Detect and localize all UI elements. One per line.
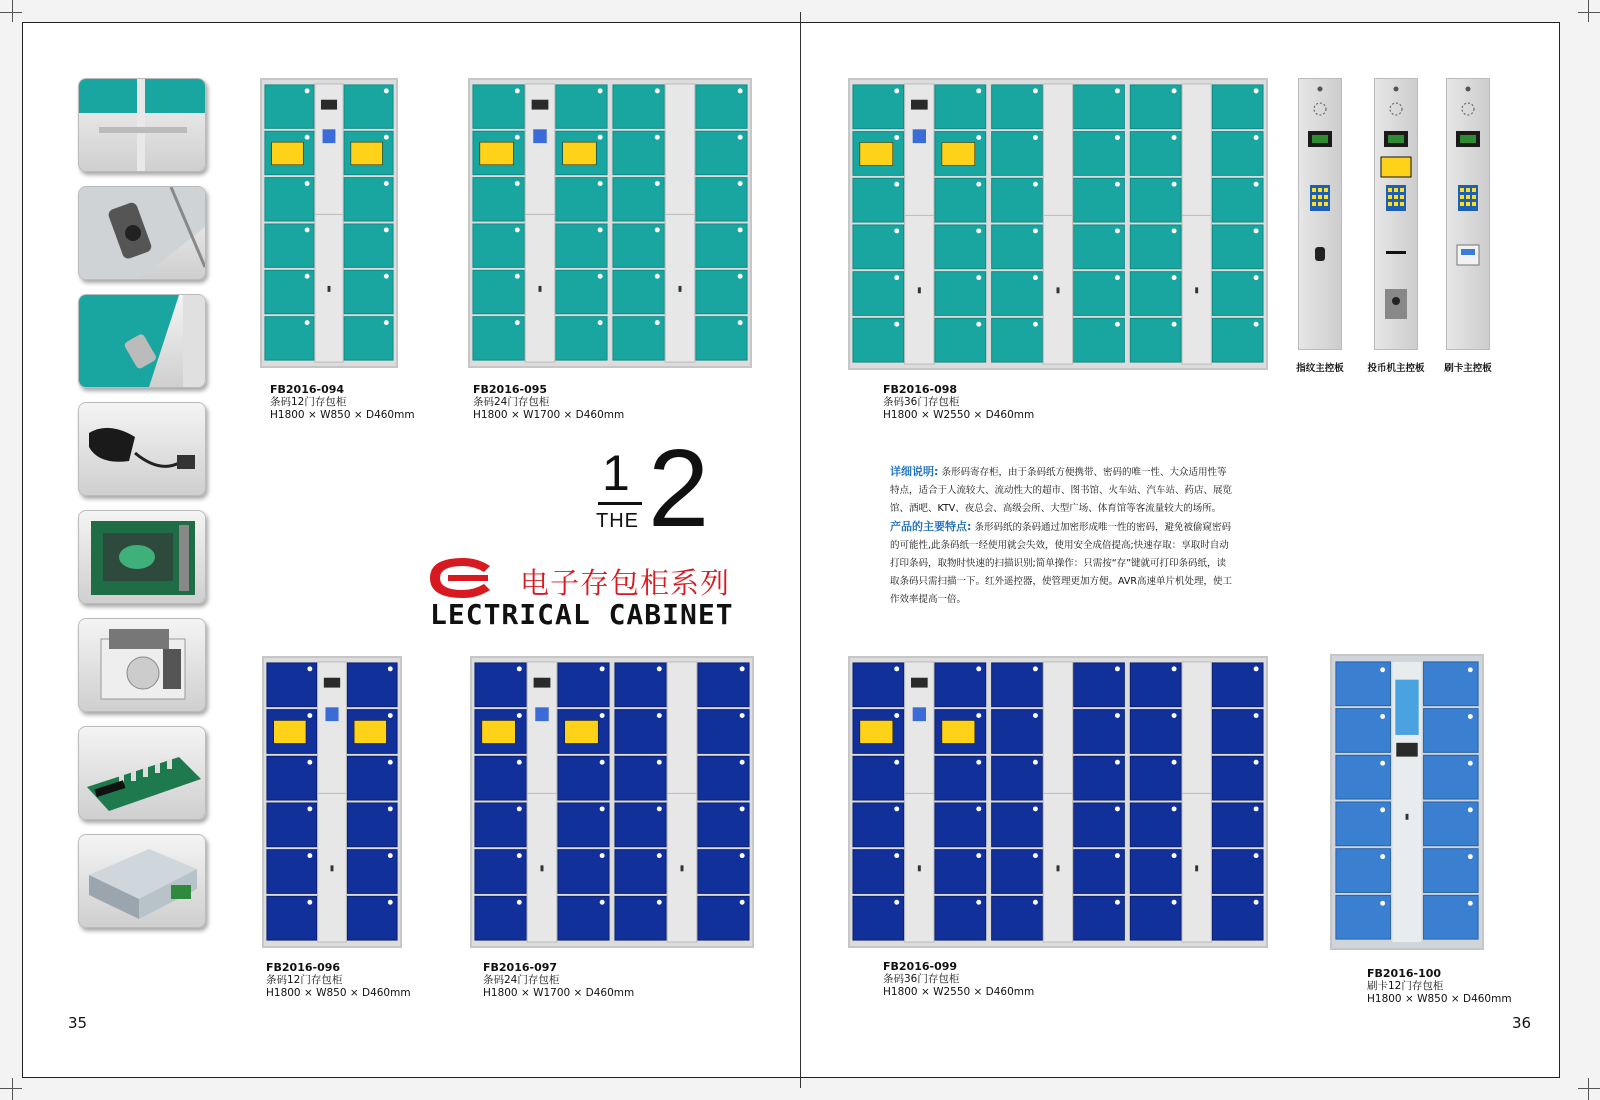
door-number-badge	[384, 227, 389, 232]
locker-fb2016-099	[848, 656, 1268, 948]
page-gutter	[800, 12, 801, 1088]
door-number-badge	[517, 900, 522, 905]
door-number-badge	[1033, 713, 1038, 718]
instruction-sticker	[272, 142, 303, 165]
door-number-badge	[1033, 806, 1038, 811]
locker-middle-strip	[905, 84, 934, 364]
caption-fb2016-094	[270, 383, 415, 422]
door-number-badge	[515, 88, 520, 93]
door-number-badge	[894, 900, 899, 905]
door-number-badge	[738, 274, 743, 279]
instruction-sticker	[351, 142, 382, 165]
door-number-badge	[1033, 228, 1038, 233]
door-number-badge	[976, 853, 981, 858]
locker-middle-strip	[667, 662, 697, 942]
locker-middle-strip	[1043, 662, 1072, 942]
door-number-badge	[515, 274, 520, 279]
series-title-cn: 电子存包柜系列	[520, 566, 731, 600]
keypad	[533, 129, 546, 143]
locker-middle-strip	[1182, 84, 1211, 364]
door-number-badge	[1380, 854, 1385, 859]
door-number-badge	[894, 713, 899, 718]
door-number-badge	[388, 900, 393, 905]
door-number-badge	[384, 135, 389, 140]
door-number-badge	[657, 713, 662, 718]
keypad	[913, 129, 926, 143]
door-number-badge	[894, 806, 899, 811]
lcd-screen	[532, 100, 549, 110]
door-number-badge	[598, 227, 603, 232]
door-number-badge	[976, 135, 981, 140]
door-number-badge	[1468, 901, 1473, 906]
door-number-badge	[1172, 182, 1177, 187]
door-number-badge	[388, 713, 393, 718]
door-number-badge	[738, 135, 743, 140]
door-number-badge	[1172, 713, 1177, 718]
keypad	[323, 129, 336, 143]
crop-mark	[1588, 1078, 1589, 1100]
barcode-scanner-icon	[78, 402, 206, 496]
door-number-badge	[1033, 760, 1038, 765]
product-name: 条码36门存包柜	[883, 973, 960, 985]
door-number-badge	[976, 275, 981, 280]
door-number-badge	[1115, 182, 1120, 187]
keypad	[325, 707, 338, 721]
instruction-sticker	[565, 720, 598, 743]
product-size: H1800 × W1700 × D460mm	[473, 409, 625, 421]
instruction-sticker	[274, 720, 306, 743]
locker-fb2016-098	[848, 78, 1268, 370]
door-number-badge	[517, 666, 522, 671]
door-number-badge	[384, 274, 389, 279]
hinge-detail-icon	[78, 78, 206, 172]
page-number-left: 35	[68, 1014, 88, 1032]
instruction-sticker	[563, 142, 596, 165]
crop-mark	[12, 0, 13, 22]
door-number-badge	[1115, 666, 1120, 671]
door-number-badge	[1254, 666, 1259, 671]
door-number-badge	[976, 228, 981, 233]
door-number-badge	[740, 806, 745, 811]
door-number-badge	[1254, 322, 1259, 327]
door-number-badge	[515, 181, 520, 186]
door-number-badge	[1172, 853, 1177, 858]
lcd-screen	[911, 100, 928, 110]
instruction-sticker	[860, 142, 893, 165]
door-number-badge	[1254, 88, 1259, 93]
description-heading-2: 产品的主要特点:	[890, 520, 972, 533]
door-number-badge	[388, 853, 393, 858]
door-number-badge	[515, 320, 520, 325]
door-number-badge	[1115, 900, 1120, 905]
door-number-badge	[738, 227, 743, 232]
instruction-sticker	[942, 720, 975, 743]
instruction-sticker	[860, 720, 893, 743]
door-number-badge	[598, 181, 603, 186]
door-number-badge	[740, 853, 745, 858]
door-number-badge	[655, 320, 660, 325]
product-size: H1800 × W850 × D460mm	[266, 987, 411, 999]
product-code: FB2016-100	[1367, 967, 1442, 980]
locker-fb2016-094	[260, 78, 398, 368]
locker-fb2016-097	[470, 656, 754, 948]
door-number-badge	[1033, 182, 1038, 187]
door-number-badge	[1380, 761, 1385, 766]
door-number-badge	[894, 88, 899, 93]
door-number-badge	[1468, 854, 1473, 859]
door-number-badge	[1033, 853, 1038, 858]
key-lock	[918, 287, 921, 293]
card-panel	[1395, 680, 1418, 735]
door-number-badge	[388, 666, 393, 671]
key-lock	[1195, 865, 1198, 871]
key-lock	[918, 865, 921, 871]
door-number-badge	[1254, 135, 1259, 140]
door-number-badge	[1172, 135, 1177, 140]
door-number-badge	[1254, 853, 1259, 858]
door-number-badge	[976, 88, 981, 93]
circuit-board-icon	[78, 726, 206, 820]
door-number-badge	[894, 666, 899, 671]
door-number-badge	[976, 666, 981, 671]
series-number-large: 2	[648, 427, 710, 550]
door-number-badge	[305, 274, 310, 279]
door-number-badge	[1115, 853, 1120, 858]
product-size: H1800 × W850 × D460mm	[1367, 993, 1512, 1005]
door-number-badge	[655, 227, 660, 232]
door-number-badge	[1468, 761, 1473, 766]
door-number-badge	[598, 274, 603, 279]
door-number-badge	[655, 88, 660, 93]
lcd-screen	[534, 678, 551, 688]
door-number-badge	[307, 666, 312, 671]
series-the: THE	[596, 510, 639, 532]
product-code: FB2016-097	[483, 961, 558, 974]
door-number-badge	[1380, 901, 1385, 906]
series-numerator: 1	[602, 445, 630, 501]
crop-mark	[1588, 0, 1589, 22]
door-number-badge	[517, 713, 522, 718]
door-number-badge	[307, 853, 312, 858]
caption-fb2016-095	[473, 383, 624, 422]
locker-fb2016-096	[262, 656, 402, 948]
product-size: H1800 × W1700 × D460mm	[483, 987, 635, 999]
door-number-badge	[1254, 228, 1259, 233]
door-number-badge	[1254, 182, 1259, 187]
lcd-screen	[1396, 743, 1417, 757]
door-number-badge	[1115, 275, 1120, 280]
caption-fb2016-100	[1367, 967, 1512, 1006]
caption-fb2016-098	[883, 383, 1034, 422]
caption-fb2016-099	[883, 960, 1034, 999]
door-number-badge	[1033, 135, 1038, 140]
locker-middle-strip	[525, 84, 555, 362]
door-number-badge	[1254, 760, 1259, 765]
door-number-badge	[307, 760, 312, 765]
instruction-sticker	[480, 142, 513, 165]
series-fraction-bar	[598, 502, 642, 505]
keypad	[913, 707, 926, 721]
product-name: 条码24门存包柜	[483, 974, 560, 986]
description-heading-1: 详细说明:	[890, 465, 939, 478]
door-number-badge	[1380, 667, 1385, 672]
product-name: 条码12门存包柜	[266, 974, 343, 986]
door-number-badge	[1172, 228, 1177, 233]
door-number-badge	[657, 853, 662, 858]
crop-mark	[0, 1088, 22, 1089]
key-lock	[539, 286, 542, 292]
door-number-badge	[600, 760, 605, 765]
crop-mark	[1578, 1088, 1600, 1089]
door-number-badge	[305, 135, 310, 140]
door-number-badge	[1254, 275, 1259, 280]
door-number-badge	[307, 900, 312, 905]
door-number-badge	[1468, 807, 1473, 812]
key-lock	[681, 865, 684, 871]
door-number-badge	[1254, 713, 1259, 718]
key-lock	[1057, 287, 1060, 293]
series-title-en: LECTRICAL CABINET	[430, 598, 734, 631]
door-number-badge	[517, 853, 522, 858]
door-number-badge	[1115, 322, 1120, 327]
product-code: FB2016-094	[270, 383, 345, 396]
door-number-badge	[600, 806, 605, 811]
door-number-badge	[1172, 666, 1177, 671]
crop-mark	[12, 1078, 13, 1100]
door-number-badge	[384, 181, 389, 186]
product-code: FB2016-095	[473, 383, 548, 396]
door-number-badge	[600, 853, 605, 858]
door-number-badge	[1172, 900, 1177, 905]
door-number-badge	[976, 900, 981, 905]
door-number-badge	[1115, 135, 1120, 140]
door-number-badge	[598, 320, 603, 325]
door-number-badge	[1033, 322, 1038, 327]
product-size: H1800 × W850 × D460mm	[270, 409, 415, 421]
door-number-badge	[894, 853, 899, 858]
product-code: FB2016-098	[883, 383, 958, 396]
product-name: 刷卡12门存包柜	[1367, 980, 1444, 992]
door-number-badge	[1115, 88, 1120, 93]
locker-middle-strip	[905, 662, 934, 942]
door-number-badge	[655, 181, 660, 186]
product-code: FB2016-096	[266, 961, 341, 974]
door-number-badge	[1254, 806, 1259, 811]
door-number-badge	[517, 760, 522, 765]
door-number-badge	[600, 713, 605, 718]
door-number-badge	[1172, 806, 1177, 811]
door-number-badge	[305, 181, 310, 186]
panel-label-coin: 投币机主控板	[1367, 363, 1425, 374]
door-number-badge	[740, 666, 745, 671]
door-number-badge	[388, 806, 393, 811]
lcd-screen	[911, 678, 928, 688]
description-text-1: 条形码寄存柜，由于条码纸方便携带、密码的唯一性、大众适用性等特点，适合于人流较大、流动性大的超市、图书馆、火车站、汽车站、药店、展览馆、酒吧、KTV、夜总会、高级会所、大型广场、体育馆等客流量较大的场所。	[890, 467, 1233, 514]
panel-label-card: 刷卡主控板	[1444, 363, 1492, 374]
product-code: FB2016-099	[883, 960, 958, 973]
instruction-sticker	[482, 720, 515, 743]
key-lock	[541, 865, 544, 871]
locker-middle-strip	[1043, 84, 1072, 364]
door-number-badge	[1115, 228, 1120, 233]
locker-middle-strip	[315, 84, 343, 362]
door-number-badge	[388, 760, 393, 765]
door-number-badge	[1254, 900, 1259, 905]
door-number-badge	[515, 135, 520, 140]
product-name: 条码36门存包柜	[883, 396, 960, 408]
door-number-badge	[384, 88, 389, 93]
door-number-badge	[1468, 714, 1473, 719]
door-number-badge	[657, 666, 662, 671]
panel-label-fingerprint: 指纹主控板	[1296, 363, 1344, 374]
series-number	[596, 427, 746, 550]
door-number-badge	[740, 900, 745, 905]
door-number-badge	[894, 275, 899, 280]
lcd-screen	[321, 100, 337, 110]
door-number-badge	[307, 806, 312, 811]
door-number-badge	[1033, 88, 1038, 93]
locker-middle-strip	[527, 662, 557, 942]
page-number-right: 36	[1512, 1014, 1532, 1032]
crop-mark	[1578, 12, 1600, 13]
keypad	[535, 707, 548, 721]
door-number-badge	[976, 806, 981, 811]
door-number-badge	[1172, 760, 1177, 765]
crop-mark	[0, 12, 22, 13]
locker-fb2016-100	[1330, 654, 1484, 950]
lcd-board-icon	[78, 510, 206, 604]
door-number-badge	[1380, 714, 1385, 719]
door-number-badge	[657, 760, 662, 765]
instruction-sticker	[354, 720, 386, 743]
door-number-badge	[1033, 275, 1038, 280]
locker-middle-strip	[665, 84, 695, 362]
key-lock	[328, 286, 331, 292]
power-supply-icon	[78, 834, 206, 928]
key-lock	[1195, 287, 1198, 293]
caption-fb2016-096	[266, 961, 411, 1000]
card-control-panel	[1446, 78, 1490, 350]
door-number-badge	[384, 320, 389, 325]
key-lock	[679, 286, 682, 292]
product-size: H1800 × W2550 × D460mm	[883, 986, 1035, 998]
door-number-badge	[655, 274, 660, 279]
door-number-badge	[598, 88, 603, 93]
door-number-badge	[894, 182, 899, 187]
door-number-badge	[600, 900, 605, 905]
door-number-badge	[655, 135, 660, 140]
door-number-badge	[1115, 760, 1120, 765]
door-number-badge	[517, 806, 522, 811]
door-number-badge	[738, 181, 743, 186]
door-number-badge	[515, 227, 520, 232]
printer-module-icon	[78, 618, 206, 712]
key-lock	[1057, 865, 1060, 871]
door-number-badge	[738, 88, 743, 93]
door-number-badge	[305, 227, 310, 232]
door-number-badge	[1172, 275, 1177, 280]
instruction-sticker	[942, 142, 975, 165]
product-name: 条码12门存包柜	[270, 396, 347, 408]
locker-middle-strip	[1182, 662, 1211, 942]
door-number-badge	[1468, 667, 1473, 672]
lcd-screen	[324, 678, 340, 688]
product-description	[890, 463, 1235, 609]
lock-detail-icon	[78, 186, 206, 280]
door-number-badge	[305, 88, 310, 93]
door-number-badge	[976, 760, 981, 765]
caption-fb2016-097	[483, 961, 634, 1000]
fingerprint-control-panel	[1298, 78, 1342, 350]
door-number-badge	[738, 320, 743, 325]
coin-control-panel	[1374, 78, 1418, 350]
door-number-badge	[305, 320, 310, 325]
door-number-badge	[1033, 666, 1038, 671]
door-number-badge	[1380, 807, 1385, 812]
product-name: 条码24门存包柜	[473, 396, 550, 408]
door-number-badge	[1033, 900, 1038, 905]
door-number-badge	[1115, 713, 1120, 718]
door-number-badge	[894, 135, 899, 140]
key-lock	[331, 865, 334, 871]
door-number-badge	[740, 713, 745, 718]
door-number-badge	[740, 760, 745, 765]
door-number-badge	[657, 900, 662, 905]
door-number-badge	[1115, 806, 1120, 811]
brand-logo	[430, 558, 496, 598]
key-lock	[1406, 814, 1409, 820]
door-number-badge	[894, 322, 899, 327]
door-number-badge	[976, 322, 981, 327]
locker-fb2016-095	[468, 78, 752, 368]
door-number-badge	[657, 806, 662, 811]
door-number-badge	[598, 135, 603, 140]
door-number-badge	[1172, 88, 1177, 93]
door-number-badge	[976, 182, 981, 187]
door-number-badge	[976, 713, 981, 718]
door-number-badge	[894, 760, 899, 765]
door-number-badge	[307, 713, 312, 718]
door-number-badge	[1172, 322, 1177, 327]
description-text-2: 条形码纸的条码通过加密形成唯一性的密码，避免被偷窥密码的可能性,此条码纸一经使用就会失效，使用安全成倍提高;快速存取：享取时自动打印条码，取物时快速的扫描识别;简单操作：只需按“存”键就可打印条码纸，读取条码只需扫描一下。红外遥控器，使管理更加方便。AVR高速单片机处理，使工作效率提高一倍。	[890, 522, 1232, 605]
door-number-badge	[600, 666, 605, 671]
locker-middle-strip	[318, 662, 347, 942]
latch-detail-icon	[78, 294, 206, 388]
product-size: H1800 × W2550 × D460mm	[883, 409, 1035, 421]
door-number-badge	[894, 228, 899, 233]
